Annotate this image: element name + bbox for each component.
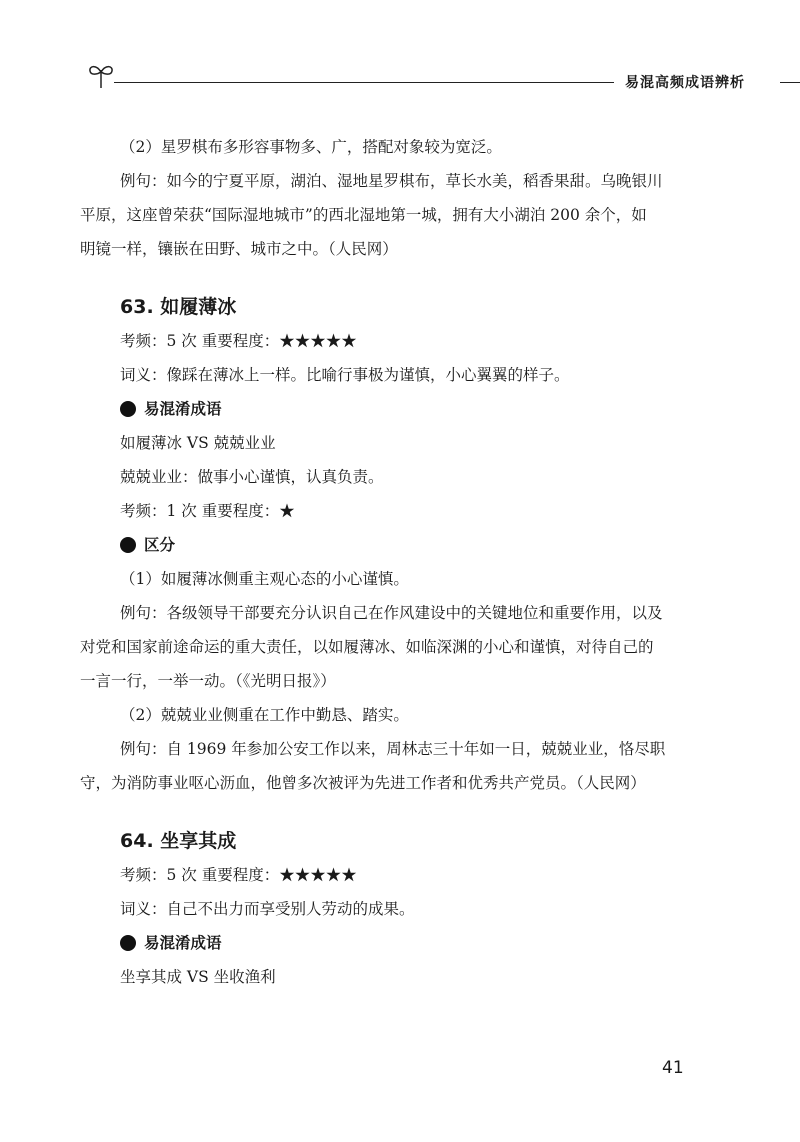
idiom-64-title: 64. 坐享其成 <box>120 830 237 852</box>
example-line-1: 例句：如今的宁夏平原，湖泊、湿地星罗棋布，草长水美，稻香果甜。乌晚银川 <box>120 172 663 190</box>
idiom-63-vs: 如履薄冰 VS 兢兢业业 <box>120 434 276 452</box>
diff-2-example-line-2: 守，为消防事业呕心沥血，他曾多次被评为先进工作者和优秀共产党员。（人民网） <box>80 774 646 792</box>
confuse-label: 易混淆成语 <box>144 934 222 952</box>
idiom-64-vs: 坐享其成 VS 坐收渔利 <box>120 968 276 986</box>
idiom-64-meaning: 词义：自己不出力而享受别人劳动的成果。 <box>120 900 415 918</box>
confuse-label: 易混淆成语 <box>144 400 222 418</box>
idiom-63-meaning: 词义：像踩在薄冰上一样。比喻行事极为谨慎，小心翼翼的样子。 <box>120 366 570 384</box>
confuse-section-64 <box>120 926 700 960</box>
bullet-icon <box>120 401 136 417</box>
diff-point-1: （1）如履薄冰侧重主观心态的小心谨慎。 <box>120 570 409 588</box>
page-number: 41 <box>662 1058 684 1078</box>
bullet-icon <box>120 935 136 951</box>
idiom-64-frequency: 考频：5 次 重要程度：★★★★★ <box>120 866 357 884</box>
paragraph-1: （2）星罗棋布多形容事物多、广，搭配对象较为宽泛。 <box>120 138 502 156</box>
diff-1-example-line-2: 对党和国家前途命运的重大责任，以如履薄冰、如临深渊的小心和谨慎，对待自己的 <box>80 638 654 656</box>
jjyy-frequency: 考频：1 次 重要程度：★ <box>120 502 295 520</box>
diff-2-example-line-1: 例句：自 1969 年参加公安工作以来，周林志三十年如一日，兢兢业业，恪尽职 <box>120 740 666 758</box>
idiom-63-frequency: 考频：5 次 重要程度：★★★★★ <box>120 332 357 350</box>
difference-label: 区分 <box>144 536 176 554</box>
diff-1-example-line-1: 例句：各级领导干部要充分认识自己在作风建设中的关键地位和重要作用，以及 <box>120 604 663 622</box>
example-line-2: 平原，这座曾荣获“国际湿地城市”的西北湿地第一城，拥有大小湖泊 200 余个，如 <box>80 206 647 224</box>
sprout-icon <box>86 58 116 92</box>
bullet-icon <box>120 537 136 553</box>
example-line-3: 明镜一样，镶嵌在田野、城市之中。（人民网） <box>80 240 398 258</box>
diff-1-example-line-3: 一言一行，一举一动。（《光明日报》） <box>80 672 336 690</box>
jjyy-meaning: 兢兢业业：做事小心谨慎，认真负责。 <box>120 468 384 486</box>
page-content <box>80 130 700 994</box>
header-rule-left <box>114 82 614 83</box>
page-header <box>80 58 745 94</box>
header-title: 易混高频成语辨析 <box>625 75 745 91</box>
confuse-section-63 <box>120 392 700 426</box>
idiom-63-title: 63. 如履薄冰 <box>120 296 237 318</box>
difference-section-63 <box>120 528 700 562</box>
header-rule-right <box>780 82 800 83</box>
diff-point-2: （2）兢兢业业侧重在工作中勤恳、踏实。 <box>120 706 409 724</box>
